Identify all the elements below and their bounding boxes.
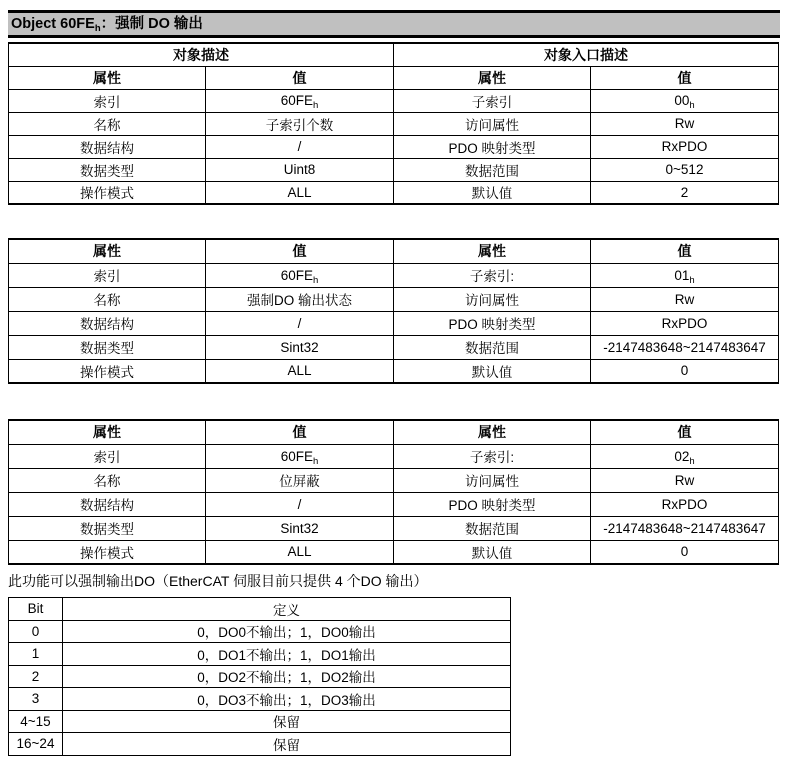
group-header-object-description: 对象描述 [9, 43, 394, 66]
bit-row [9, 665, 511, 688]
attr-value: $00_h$ [591, 89, 779, 112]
attr-label: 数据范围 [394, 158, 591, 181]
attr-label: 操作模式 [9, 181, 206, 204]
object-table-subindex-01 [8, 238, 779, 384]
object-title-prefix: Object 60FE [11, 16, 95, 32]
attr-value: 强制DO 输出状态 [206, 287, 394, 311]
attr-label: 数据范围 [394, 516, 591, 540]
attr-value: -2147483648~2147483647 [591, 516, 779, 540]
bit-number: 0 [9, 620, 63, 643]
bit-definition: 0，DO3不输出；1，DO3输出 [63, 688, 511, 711]
object-table-subindex-00 [8, 42, 779, 205]
attr-value: Uint8 [206, 158, 394, 181]
col-header-attribute: 属性 [9, 420, 206, 444]
attr-label: 子索引: [394, 263, 591, 287]
attr-value: 0~512 [591, 158, 779, 181]
bit-number: 2 [9, 665, 63, 688]
bit-definition: 0，DO0不输出；1，DO0输出 [63, 620, 511, 643]
attr-value: / [206, 135, 394, 158]
attr-label: 默认值 [394, 540, 591, 564]
attr-label: 名称 [9, 468, 206, 492]
attr-value: Sint32 [206, 335, 394, 359]
col-header-attribute: 属性 [394, 66, 591, 89]
group-header-row [9, 43, 779, 66]
attr-label: 访问属性 [394, 112, 591, 135]
attr-value: RxPDO [591, 492, 779, 516]
col-header-value: 值 [206, 420, 394, 444]
attr-value: $02_h$ [591, 444, 779, 468]
col-header-attribute: 属性 [394, 420, 591, 444]
note-text: 此功能可以强制输出DO（EtherCAT 伺服目前只提供 4 个DO 输出） [8, 573, 428, 589]
table-row [9, 135, 779, 158]
bit-definition: 保留 [63, 710, 511, 733]
attr-value: $60FE_h$ [206, 263, 394, 287]
attr-label: 子索引: [394, 444, 591, 468]
bit-col-header: Bit [9, 598, 63, 621]
col-header-value: 值 [591, 239, 779, 263]
table-row [9, 112, 779, 135]
attr-value: / [206, 311, 394, 335]
bit-number: 1 [9, 643, 63, 666]
attr-label: 数据类型 [9, 158, 206, 181]
bit-row [9, 643, 511, 666]
attr-value: ALL [206, 359, 394, 383]
col-header-attribute: 属性 [9, 239, 206, 263]
bit-row [9, 620, 511, 643]
bit-definition: 0，DO1不输出；1，DO1输出 [63, 643, 511, 666]
object-title-suffix: ：强制 DO 输出 [100, 16, 203, 32]
col-header-value: 值 [591, 420, 779, 444]
table-row [9, 492, 779, 516]
attr-label: 访问属性 [394, 468, 591, 492]
table-row [9, 311, 779, 335]
col-header-attribute: 属性 [9, 66, 206, 89]
table-row [9, 444, 779, 468]
attr-value: 2 [591, 181, 779, 204]
attr-value: Rw [591, 112, 779, 135]
attr-label: 数据结构 [9, 135, 206, 158]
attr-label: 操作模式 [9, 359, 206, 383]
col-header-value: 值 [206, 66, 394, 89]
definition-col-header: 定义 [63, 598, 511, 621]
table-row [9, 540, 779, 564]
attr-label: 默认值 [394, 359, 591, 383]
attr-value: 位屏蔽 [206, 468, 394, 492]
col-header-attribute: 属性 [394, 239, 591, 263]
attr-label: 数据类型 [9, 335, 206, 359]
attr-value: Rw [591, 287, 779, 311]
col-header-value: 值 [206, 239, 394, 263]
object-table-subindex-02 [8, 419, 779, 565]
table-row [9, 158, 779, 181]
attr-label: 访问属性 [394, 287, 591, 311]
table-row [9, 516, 779, 540]
attr-label: PDO 映射类型 [394, 135, 591, 158]
attr-label: 操作模式 [9, 540, 206, 564]
attr-value: ALL [206, 540, 394, 564]
bit-definition-table [8, 597, 511, 756]
bit-number: 3 [9, 688, 63, 711]
table-row [9, 89, 779, 112]
bit-header-row [9, 598, 511, 621]
bit-row [9, 733, 511, 756]
column-header-row [9, 420, 779, 444]
attr-label: 默认值 [394, 181, 591, 204]
column-header-row [9, 66, 779, 89]
attr-label: 数据类型 [9, 516, 206, 540]
table-row [9, 335, 779, 359]
attr-label: 名称 [9, 112, 206, 135]
attr-value: $60FE_h$ [206, 89, 394, 112]
table-row [9, 181, 779, 204]
attr-label: 子索引 [394, 89, 591, 112]
table-row [9, 468, 779, 492]
attr-label: 数据结构 [9, 311, 206, 335]
attr-label: PDO 映射类型 [394, 311, 591, 335]
bit-number: 16~24 [9, 733, 63, 756]
attr-value: 0 [591, 359, 779, 383]
attr-value: Rw [591, 468, 779, 492]
attr-label: 名称 [9, 287, 206, 311]
object-title-subscript: h [94, 23, 101, 34]
attr-label: 索引 [9, 89, 206, 112]
attr-value: $01_h$ [591, 263, 779, 287]
attr-value: RxPDO [591, 135, 779, 158]
object-title-bar [8, 10, 780, 38]
attr-value: -2147483648~2147483647 [591, 335, 779, 359]
attr-label: 索引 [9, 263, 206, 287]
bit-definition: 保留 [63, 733, 511, 756]
bit-number: 4~15 [9, 710, 63, 733]
attr-value: ALL [206, 181, 394, 204]
attr-value: Sint32 [206, 516, 394, 540]
table-row [9, 287, 779, 311]
bit-definition: 0，DO2不输出；1，DO2输出 [63, 665, 511, 688]
attr-label: PDO 映射类型 [394, 492, 591, 516]
group-header-object-entry-description: 对象入口描述 [394, 43, 779, 66]
attr-value: $60FE_h$ [206, 444, 394, 468]
table-row [9, 263, 779, 287]
attr-value: 子索引个数 [206, 112, 394, 135]
col-header-value: 值 [591, 66, 779, 89]
attr-value: / [206, 492, 394, 516]
column-header-row [9, 239, 779, 263]
attr-value: RxPDO [591, 311, 779, 335]
attr-label: 数据范围 [394, 335, 591, 359]
attr-value: 0 [591, 540, 779, 564]
attr-label: 数据结构 [9, 492, 206, 516]
bit-row [9, 688, 511, 711]
bit-row [9, 710, 511, 733]
table-row [9, 359, 779, 383]
attr-label: 索引 [9, 444, 206, 468]
